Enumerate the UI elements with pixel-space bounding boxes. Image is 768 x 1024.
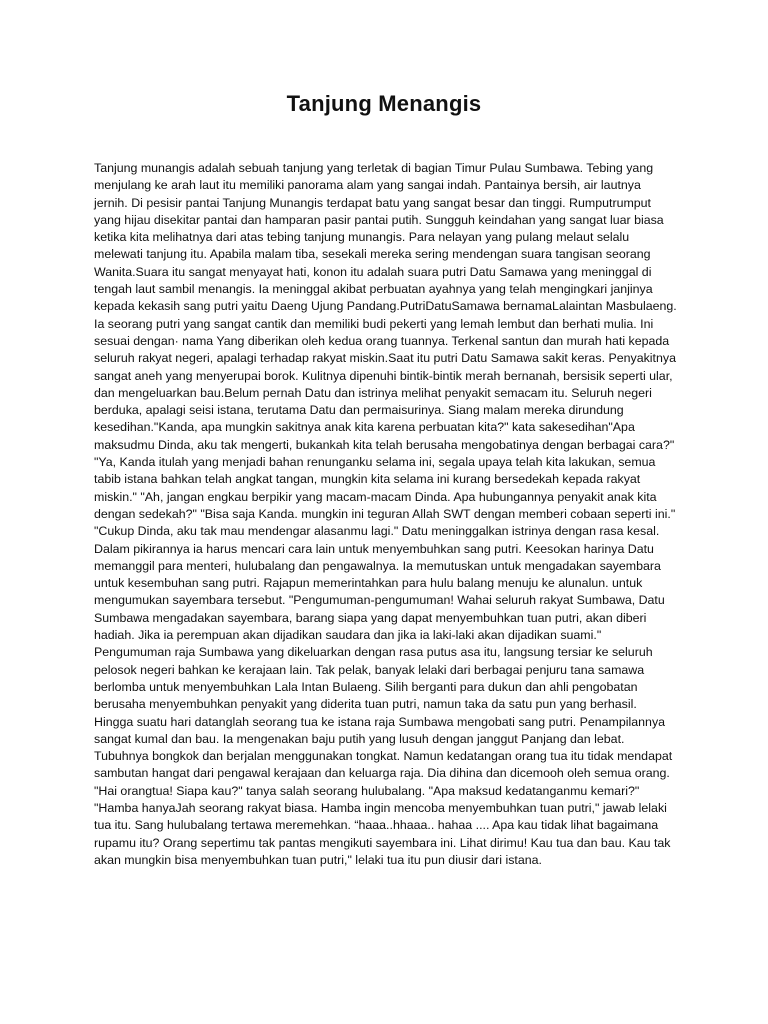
document-title: Tanjung Menangis xyxy=(286,91,482,116)
document-body-paragraph: Tanjung munangis adalah sebuah tanjung yang terletak di bagian Timur Pulau Sumbawa. Tebing yang menjulang ke arah laut itu memiliki panorama alam yang sangai indah. Pantainya bersih, air lautnya jernih. Di pesisir pantai Tanjung Munangis terdapat batu yang sangat besar dan tinggi. Rumputrumput yang hijau disekitar pantai dan hamparan pasir pantai putih. Sungguh keindahan yang sangat luar biasa ketika kita melihatnya dari atas tebing tanjung munangis. Para nelayan yang pulang melaut selalu melewati tanjung itu. Apabila malam tiba, sesekali mereka sering mendengan suara tangisan seorang Wanita.Suara itu sangat menyayat hati, konon itu adalah suara putri Datu Samawa yang meninggal di tengah laut sambil menangis. Ia meninggal akibat perbuatan ayahnya yang telah mengingkari janjinya kepada kekasih sang putri yaitu Daeng Ujung Pandang.PutriDatuSamawa bernamaLalaintan Masbulaeng. Ia seorang putri yang sangat cantik dan memiliki budi pekerti yang lemah lembut dan berhati mulia. Ini sesuai dengan· nama Yang diberikan oleh kedua orang tuannya. Terkenal santun dan murah hati kepada seluruh rakyat negeri, apalagi terhadap rakyat miskin.Saat itu putri Datu Samawa sakit keras. Penyakitnya sangat aneh yang menyerupai borok. Kulitnya dipenuhi bintik-bintik merah bernanah, bersisik seperti ular, dan mengeluarkan bau.Belum pernah Datu dan istrinya melihat penyakit semacam itu. Seluruh negeri berduka, apalagi seisi istana, terutama Datu dan permaisurinya. Siang malam mereka dirundung kesedihan."Kanda, apa mungkin sakitnya anak kita karena perbuatan kita?" kata sakesedihan"Apa maksudmu Dinda, aku tak mengerti, bukankah kita telah berusaha mengobatinya dengan berbagai cara?" "Ya, Kanda itulah yang menjadi bahan renunganku selama ini, segala upaya telah kita lakukan, semua tabib istana bahkan telah angkat tangan, mungkin kita selama ini kurang bersedekah kepada rakyat miskin." "Ah, jangan engkau berpikir yang macam-macam Dinda. Apa hubungannya penyakit anak kita dengan sedekah?" "Bisa saja Kanda. mungkin ini teguran Allah SWT dengan memberi cobaan seperti ini." "Cukup Dinda, aku tak mau mendengar alasanmu lagi." Datu meninggalkan istrinya dengan rasa kesal. Dalam pikirannya ia harus mencari cara lain untuk menyembuhkan sang putri. Keesokan harinya Datu memanggil para menteri, hulubalang dan pengawalnya. Ia memutuskan untuk mengadakan sayembara untuk kesembuhan sang putri. Rajapun memerintahkan para hulu balang menuju ke alunalun. untuk mengumukan sayembara tersebut. "Pengumuman-pengumuman! Wahai seluruh rakyat Sumbawa, Datu Sumbawa mengadakan sayembara, barang siapa yang dapat menyembuhkan tuan putri, akan diberi hadiah. Jika ia perempuan akan dijadikan saudara dan jika ia laki-laki akan dijadikan suami." Pengumuman raja Sumbawa yang dikeluarkan dengan rasa putus asa itu, langsung tersiar ke seluruh pelosok negeri bahkan ke kerajaan lain. Tak pelak, banyak lelaki dari berbagai penjuru tana samawa berlomba untuk menyembuhkan Lala Intan Bulaeng. Silih berganti para dukun dan ahli pengobatan berusaha menyembuhkan penyakit yang diderita tuan putri, namun taka da satu pun yang berhasil. Hingga suatu hari datanglah seorang tua ke istana raja Sumbawa mengobati sang putri. Penampilannya sangat kumal dan bau. Ia mengenakan baju putih yang lusuh dengan janggut Panjang dan lebat. Tubuhnya bongkok dan berjalan menggunakan tongkat. Namun kedatangan orang tua itu tidak mendapat sambutan hangat dari pengawal kerajaan dan keluarga raja. Dia dihina dan dicemooh oleh semua orang. "Hai orangtua! Siapa kau?" tanya salah seorang hulubalang. "Apa maksud kedatanganmu kemari?" "Hamba hanyaJah seorang rakyat biasa. Hamba ingin mencoba menyembuhkan tuan putri," jawab lelaki tua itu. Sang hulubalang tertawa meremehkan. “haaa..hhaaa.. hahaa .... Apa kau tidak lihat bagaimana rupamu itu? Orang sepertimu tak pantas mengikuti sayembara ini. Lihat dirimu! Kau tua dan bau. Kau tak akan mungkin bisa menyembuhkan tuan putri," lelaki tua itu pun diusir dari istana. xyxy=(94,161,677,867)
